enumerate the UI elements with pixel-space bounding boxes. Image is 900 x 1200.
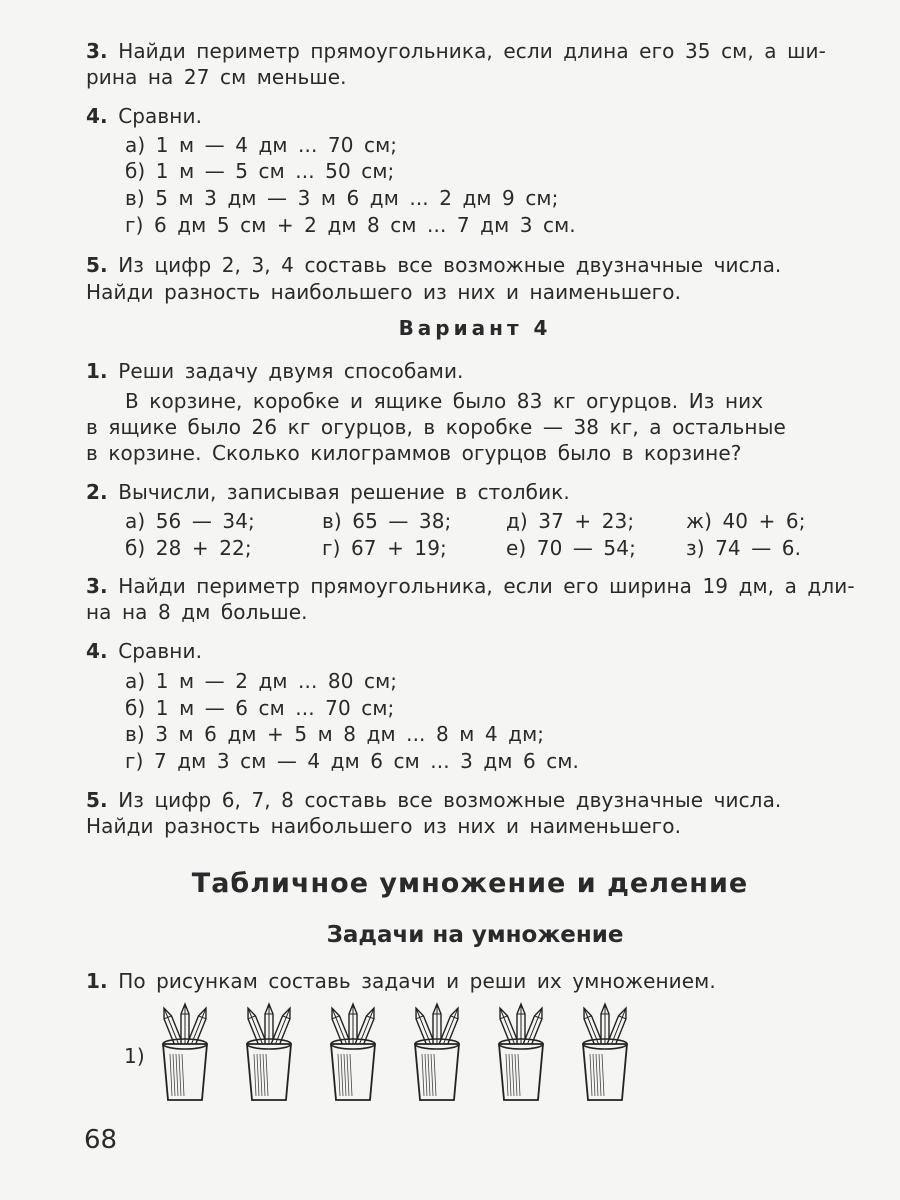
calc-item-e: д) 37 + 23; xyxy=(506,509,635,533)
task-3-line-2: рина на 27 см меньше. xyxy=(86,65,347,89)
variant-heading: Вариант 4 xyxy=(398,316,552,340)
task-text: Сравни. xyxy=(118,104,203,128)
v4-compare-item-d: г) 7 дм 3 см — 4 дм 6 см ... 3 дм 6 см. xyxy=(125,749,579,773)
pencil-cup-icon xyxy=(412,1004,461,1100)
compare-item-c: в) 5 м 3 дм — 3 м 6 дм ... 2 дм 9 см; xyxy=(125,186,559,210)
task-number: 1. xyxy=(86,969,108,993)
figure-label: 1) xyxy=(124,1044,145,1068)
compare-item-b: б) 1 м — 5 см ... 50 см; xyxy=(125,159,395,183)
task-text: По рисункам составь задачи и реши их умножением. xyxy=(118,969,716,993)
section-title: Табличное умножение и деление xyxy=(191,868,749,899)
page-number: 68 xyxy=(84,1125,118,1155)
pencil-cup-icon xyxy=(160,1004,209,1100)
v4-task-4-title xyxy=(86,638,202,664)
task-text: Из цифр 2, 3, 4 составь все возможные двузначные числа. xyxy=(118,253,782,277)
task-5-line-1 xyxy=(86,252,781,278)
task-text: Сравни. xyxy=(118,639,203,663)
calc-item-a: а) 56 — 34; xyxy=(125,509,255,533)
multiplication-task-1 xyxy=(86,968,716,994)
task-text: Найди периметр прямоугольника, если его ширина 19 дм, а дли- xyxy=(118,574,855,598)
task-number: 4. xyxy=(86,639,108,663)
task-number: 3. xyxy=(86,39,108,63)
section-subtitle: Задачи на умножение xyxy=(326,922,624,948)
task-4-title xyxy=(86,103,202,129)
v4-task-5-line-1 xyxy=(86,787,781,813)
v4-task-1-title xyxy=(86,358,464,384)
v4-task-3-line-1 xyxy=(86,573,855,599)
calc-item-h: з) 74 — 6. xyxy=(686,536,802,560)
pencil-cup-icon xyxy=(580,1004,629,1100)
pencil-cups-illustration xyxy=(155,1000,655,1105)
task-number: 5. xyxy=(86,253,108,277)
v4-task-1-line-1: В корзине, коробке и ящике было 83 кг огурцов. Из них xyxy=(125,389,764,413)
v4-compare-item-a: а) 1 м — 2 дм ... 80 см; xyxy=(125,669,398,693)
task-text: Из цифр 6, 7, 8 составь все возможные двузначные числа. xyxy=(118,788,782,812)
v4-compare-item-c: в) 3 м 6 дм + 5 м 8 дм ... 8 м 4 дм; xyxy=(125,722,545,746)
task-number: 1. xyxy=(86,359,108,383)
v4-task-1-line-2: в ящике было 26 кг огурцов, в коробке — 38 кг, а остальные xyxy=(86,415,786,439)
compare-item-d: г) 6 дм 5 см + 2 дм 8 см ... 7 дм 3 см. xyxy=(125,213,576,237)
task-text: Найди периметр прямоугольника, если длина его 35 см, а ши- xyxy=(118,39,826,63)
task-5-line-2: Найди разность наибольшего из них и наименьшего. xyxy=(86,280,682,304)
task-3-line-1 xyxy=(86,38,826,64)
task-text: Вычисли, записывая решение в столбик. xyxy=(118,480,570,504)
pencil-cup-icon xyxy=(496,1004,545,1100)
compare-item-a: а) 1 м — 4 дм ... 70 см; xyxy=(125,133,398,157)
v4-task-3-line-2: на на 8 дм больше. xyxy=(86,600,308,624)
pencil-cup-icon xyxy=(328,1004,377,1100)
calc-item-g: ж) 40 + 6; xyxy=(686,509,806,533)
task-number: 2. xyxy=(86,480,108,504)
task-number: 3. xyxy=(86,574,108,598)
calc-item-c: в) 65 — 38; xyxy=(322,509,452,533)
v4-task-5-line-2: Найди разность наибольшего из них и наименьшего. xyxy=(86,814,682,838)
task-number: 5. xyxy=(86,788,108,812)
task-text: Реши задачу двумя способами. xyxy=(118,359,464,383)
v4-task-1-line-3: в корзине. Сколько килограммов огурцов было в корзине? xyxy=(86,441,742,465)
calc-item-b: б) 28 + 22; xyxy=(125,536,252,560)
v4-compare-item-b: б) 1 м — 6 см ... 70 см; xyxy=(125,696,395,720)
v4-task-2-title xyxy=(86,479,570,505)
pencil-cup-icon xyxy=(244,1004,293,1100)
task-number: 4. xyxy=(86,104,108,128)
calc-item-f: е) 70 — 54; xyxy=(506,536,636,560)
calc-item-d: г) 67 + 19; xyxy=(322,536,447,560)
